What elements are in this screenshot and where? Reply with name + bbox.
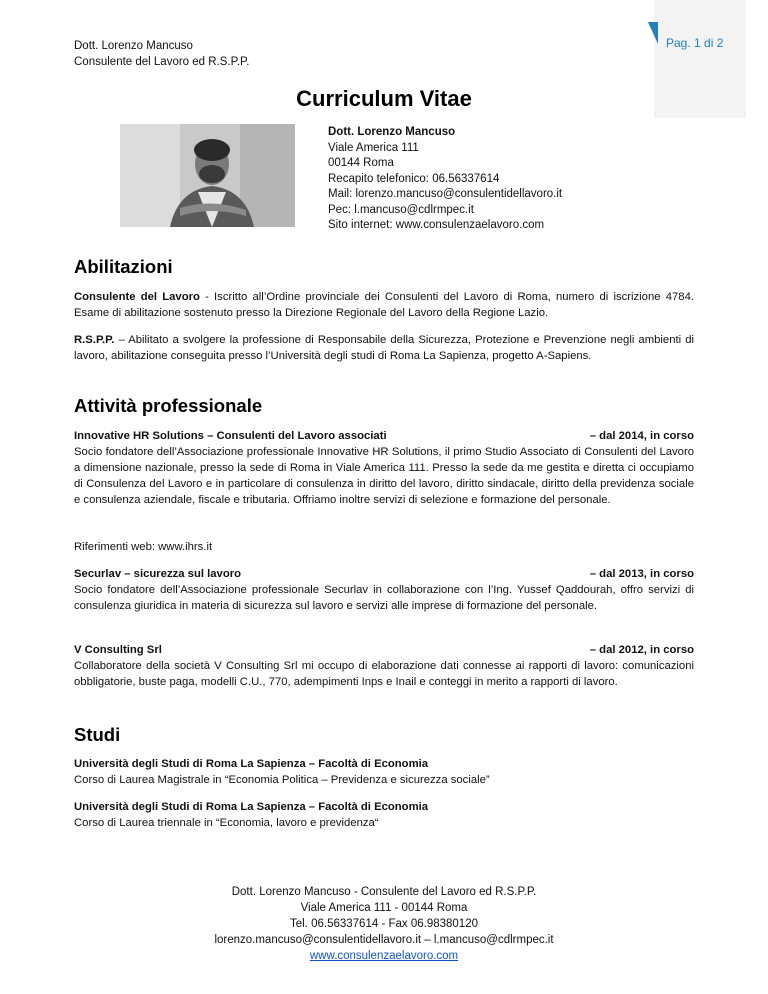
job-description: Socio fondatore dell’Associazione professionale Securlav in collaborazione con l’Ing. Yussef Qaddourah, offro servizi di consulenza giuridica in materia di sicurezza sul lavoro e servizi alle imprese di formazione del personale. bbox=[74, 584, 694, 612]
footer-line: Viale America 111 - 00144 Roma bbox=[300, 902, 468, 914]
contact-phone: Recapito telefonico: 06.56337614 bbox=[328, 172, 500, 185]
contact-site: Sito internet: www.consulenzaelavoro.com bbox=[328, 219, 545, 231]
abilitazione-consulente bbox=[74, 289, 694, 321]
job-header bbox=[74, 428, 694, 444]
page-number: Pag. 1 di 2 bbox=[666, 36, 724, 50]
job-period: – dal 2014, in corso bbox=[589, 430, 694, 442]
job-org: Securlav – sicurezza sul lavoro bbox=[74, 568, 242, 580]
footer-line: Dott. Lorenzo Mancuso - Consulente del Lavoro ed R.S.P.P. bbox=[231, 886, 537, 898]
job-header bbox=[74, 566, 694, 582]
job-org: Innovative HR Solutions – Consulenti del Lavoro associati bbox=[74, 430, 387, 442]
job-description: Collaboratore della società V Consulting Srl mi occupo di elaborazione dati connesse ai rapporti di lavoro: comunicazioni obbligatorie, buste paga, modelli C.U., 770, adempimenti Inps e Inail e conteggi in merito a rapporti di lavoro. bbox=[74, 660, 694, 688]
abilitazione-consulente-text: - Iscritto all’Ordine provinciale dei Consulenti del Lavoro di Roma, numero di iscrizione 4784. Esame di abilitazione sostenuto presso la Direzione Regionale del Lavoro della Regione Lazio. bbox=[74, 291, 694, 319]
contact-mail: Mail: lorenzo.mancuso@consulentidellavoro.it bbox=[328, 188, 563, 200]
header-role: Consulente del Lavoro ed R.S.P.P. bbox=[74, 56, 250, 68]
footer-line: lorenzo.mancuso@consulentidellavoro.it – l.mancuso@cdlrmpec.it bbox=[214, 934, 554, 946]
contact-name: Dott. Lorenzo Mancuso bbox=[328, 126, 456, 138]
job-org: V Consulting Srl bbox=[74, 644, 162, 656]
abilitazione-rspp bbox=[74, 332, 694, 364]
contact-address: Viale America 111 bbox=[328, 141, 419, 154]
study-school: Università degli Studi di Roma La Sapienza – Facoltà di Economia bbox=[74, 801, 429, 813]
section-heading-attivita: Attività professionale bbox=[74, 395, 263, 416]
abilitazione-rspp-text: – Abilitato a svolgere la professione di Responsabile della Sicurezza, Protezione e Prevenzione negli ambienti di lavoro, abilitazione conseguita presso l’Università degli studi di Roma La Sapienza, progetto A-Sapiens. bbox=[74, 334, 694, 362]
contact-block bbox=[328, 125, 562, 234]
contact-pec: Pec: l.mancuso@cdlrmpec.it bbox=[328, 203, 474, 216]
footer-line: Tel. 06.56337614 - Fax 06.98380120 bbox=[290, 918, 478, 930]
study-school: Università degli Studi di Roma La Sapienza – Facoltà di Economia bbox=[74, 758, 429, 770]
document-footer bbox=[0, 884, 768, 964]
abilitazione-rspp-title: R.S.P.P. bbox=[74, 334, 115, 346]
job-header bbox=[74, 642, 694, 658]
job-reference: Riferimenti web: www.ihrs.it bbox=[74, 541, 213, 553]
job-description: Socio fondatore dell’Associazione professionale Innovative HR Solutions, il primo Studio Associato di Consulenti del Lavoro a dimensione nazionale, presso la sede di Roma in Viale America 111. Presso la sede da me gestita e diretta ci occupiamo di Consulenza del Lavoro e in particolare di consulenza in diritto del lavoro, diritto sindacale, diritto della previdenza sociale e consulenza aziendale, fiscale e tributaria. Offriamo inoltre servizi di selezione e formazione del personale. bbox=[74, 446, 694, 506]
study-course: Corso di Laurea Magistrale in “Economia Politica – Previdenza e sicurezza sociale” bbox=[74, 774, 490, 786]
abilitazione-consulente-title: Consulente del Lavoro bbox=[74, 291, 200, 303]
page-tab-fold bbox=[648, 22, 658, 44]
study-course: Corso di Laurea triennale in “Economia, lavoro e previdenza“ bbox=[74, 817, 379, 829]
study-item bbox=[74, 756, 694, 788]
section-heading-studi: Studi bbox=[74, 724, 121, 745]
document-header bbox=[74, 38, 249, 70]
page-title: Curriculum Vitae bbox=[296, 86, 472, 111]
profile-photo bbox=[120, 124, 295, 227]
footer-website-link[interactable]: www.consulenzaelavoro.com bbox=[309, 950, 459, 962]
job-period: – dal 2012, in corso bbox=[589, 644, 694, 656]
header-name: Dott. Lorenzo Mancuso bbox=[74, 40, 193, 52]
study-item bbox=[74, 799, 694, 831]
section-heading-abilitazioni: Abilitazioni bbox=[74, 256, 173, 277]
job-period: – dal 2013, in corso bbox=[589, 568, 694, 580]
contact-city: 00144 Roma bbox=[328, 157, 394, 169]
